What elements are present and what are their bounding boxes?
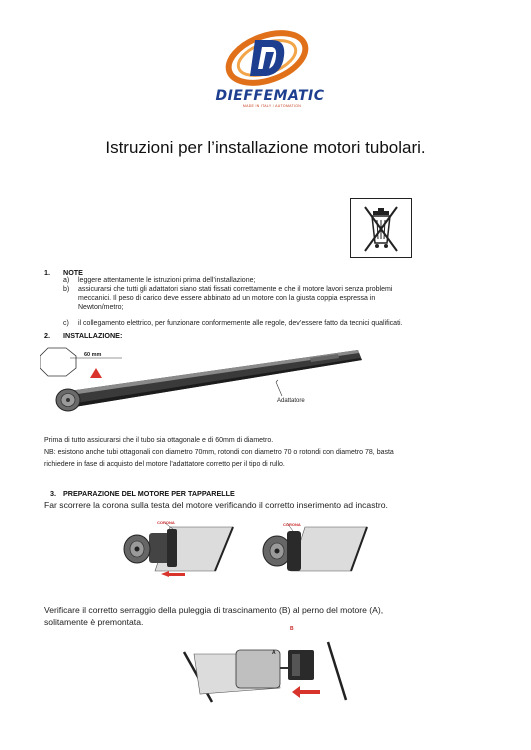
note-b-letter: b) xyxy=(63,286,70,293)
motor-corona-illustration-1 xyxy=(115,513,240,588)
install-paragraph-2-line-2: richiedere in fase di acquisto del motore l’adattatore corretto per il tipo di rullo. xyxy=(44,461,285,468)
note-a-text: leggere attentamente le istruzioni prima dell’installazione; xyxy=(78,277,256,284)
corona-label-2: CORONA xyxy=(283,522,301,527)
section-3-heading: PREPARAZIONE DEL MOTORE PER TAPPARELLE xyxy=(63,489,235,498)
pulley-illustration xyxy=(180,630,360,712)
section-3-number: 3. xyxy=(50,489,56,498)
note-c-text: il collegamento elettrico, per funzionare conformemente alle regole, dev’essere fatto da tecnici qualificati. xyxy=(78,320,403,327)
section-1-number: 1. xyxy=(44,268,50,277)
dieffematic-logo-icon xyxy=(222,28,312,88)
label-b: B xyxy=(290,626,294,632)
motor-corona-illustration-2 xyxy=(255,513,380,588)
crossed-bin-icon xyxy=(351,199,411,257)
note-b-line-1: assicurarsi che tutti gli adattatori siano stati fissati correttamente e che il motore lavori senza problemi xyxy=(78,286,393,293)
note-c-letter: c) xyxy=(63,320,69,327)
brand-tagline: MADE IN ITALY / AUTOMATION xyxy=(242,104,302,108)
label-60mm: 60 mm xyxy=(84,352,102,358)
brand-name: DIEFFEMATIC xyxy=(215,88,325,104)
section-1-heading: NOTE xyxy=(63,268,83,277)
page-title: Istruzioni per l’installazione motori tubolari. xyxy=(105,138,426,157)
corona-label-1: CORONA xyxy=(157,520,175,525)
note-a-letter: a) xyxy=(63,277,70,284)
install-paragraph-2-line-1: NB: esistono anche tubi ottagonali con diametro 70mm, rotondi con diametro 70 o rotondi con diametro 78, basta xyxy=(44,449,394,456)
label-adattatore: Adattatore xyxy=(277,398,305,404)
section-2-number: 2. xyxy=(44,331,50,340)
label-a: A xyxy=(272,650,276,656)
verifica-line-1: Verificare il corretto serraggio della puleggia di trascinamento (B) al perno del motore (A), xyxy=(44,605,384,615)
note-b-line-3: Newton/metro; xyxy=(78,304,124,311)
note-b-line-2: meccanici. Il peso di carico deve essere abbinato ad un motore con la giusta coppia espressa in xyxy=(78,295,376,302)
verifica-line-2: solitamente è premontata. xyxy=(44,617,144,627)
section-2-heading: INSTALLAZIONE: xyxy=(63,331,123,340)
install-paragraph-1: Prima di tutto assicurarsi che il tubo sia ottagonale e di 60mm di diametro. xyxy=(44,437,274,444)
preparazione-paragraph: Far scorrere la corona sulla testa del motore verificando il corretto inserimento ad incastro. xyxy=(44,500,388,510)
weee-disposal-symbol xyxy=(350,198,412,258)
